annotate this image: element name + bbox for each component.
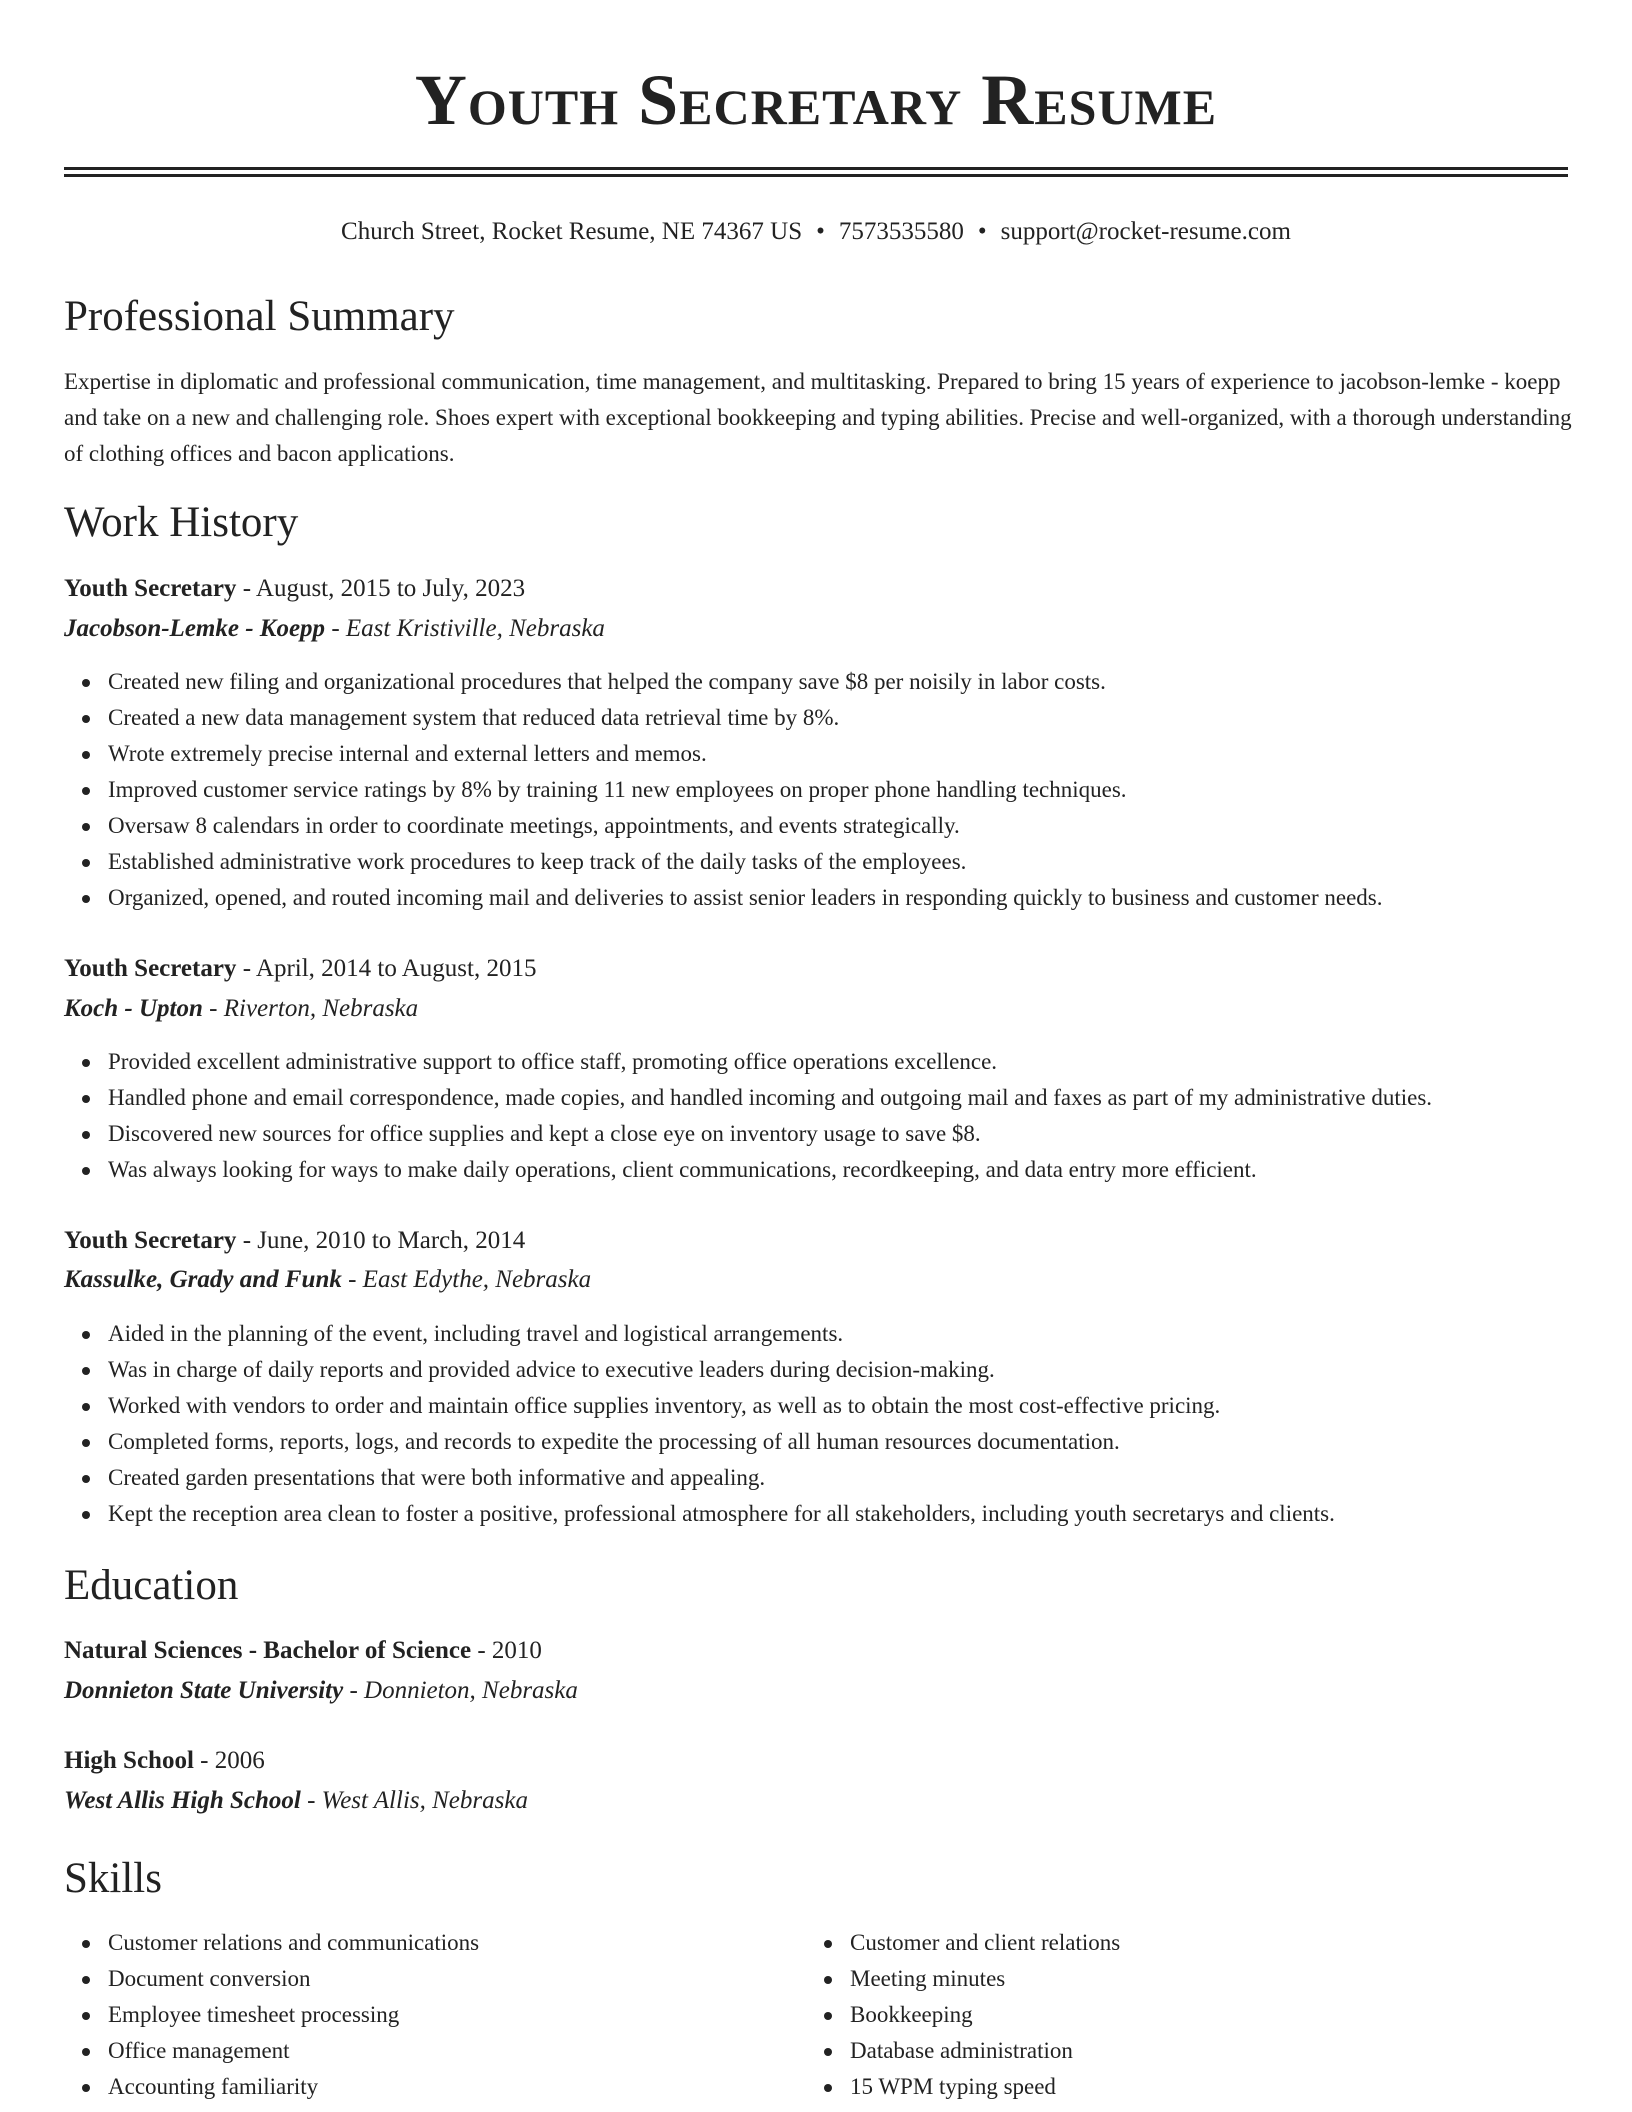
contact-separator: • <box>816 218 825 245</box>
education-degree: Natural Sciences - Bachelor of Science <box>64 1637 472 1664</box>
job-duties-list <box>64 1044 1432 1188</box>
job-dates: - April, 2014 to August, 2015 <box>236 955 537 982</box>
section-title-skills: Skills <box>64 1855 162 1902</box>
job-location: - East Kristiville, Nebraska <box>325 615 605 642</box>
job-employer <box>64 991 418 1027</box>
contact-address: Church Street, Rocket Resume, NE 74367 US <box>341 218 803 245</box>
job-header <box>64 951 536 987</box>
title-rule-bottom <box>64 174 1568 177</box>
job-company: Kassulke, Grady and Funk <box>64 1266 342 1293</box>
list-item: Kept the reception area clean to foster a positive, professional atmosphere for all stakeholders, including youth secretarys and clients. <box>108 1496 1335 1532</box>
job-duties-list <box>64 664 1383 916</box>
list-item: Discovered new sources for office supplies and kept a close eye on inventory usage to save $8. <box>108 1116 1432 1152</box>
skill-item: Accounting familiarity <box>108 2069 479 2105</box>
title-rule-top <box>64 167 1568 170</box>
section-title-work-history: Work History <box>64 499 299 546</box>
job-employer <box>64 1262 591 1298</box>
education-school-line <box>64 1673 578 1709</box>
summary-text: Expertise in diplomatic and professional communication, time management, and multitasking. Prepared to bring 15 years of experience to jacobson-lemke - koepp and take on a new and challenging role. Shoes expert with exceptional bookkeeping and typing abilities. Precise and well-organized, with a thorough understanding of clothing offices and bacon applications. <box>64 369 1572 466</box>
list-item: Created a new data management system that reduced data retrieval time by 8%. <box>108 700 1383 736</box>
contact-line <box>0 214 1632 250</box>
job-duties-list <box>64 1316 1335 1532</box>
list-item: Improved customer service ratings by 8% by training 11 new employees on proper phone handling techniques. <box>108 772 1383 808</box>
job-location: - East Edythe, Nebraska <box>341 1266 592 1293</box>
list-item: Worked with vendors to order and maintain office supplies inventory, as well as to obtain the most cost-effective pricing. <box>108 1388 1335 1424</box>
job-location: - Riverton, Nebraska <box>202 995 419 1022</box>
job-title: Youth Secretary <box>64 1227 237 1254</box>
education-year: - 2010 <box>471 1637 542 1664</box>
list-item: Created garden presentations that were both informative and appealing. <box>108 1460 1335 1496</box>
education-school: Donnieton State University <box>64 1677 344 1704</box>
education-degree-line <box>64 1633 542 1669</box>
skill-item: Office management <box>108 2033 479 2069</box>
section-title-education: Education <box>64 1562 239 1609</box>
job-company: Koch - Upton <box>64 995 203 1022</box>
list-item: Wrote extremely precise internal and external letters and memos. <box>108 736 1383 772</box>
skill-item: Customer relations and communications <box>108 1925 479 1961</box>
job-title: Youth Secretary <box>64 955 237 982</box>
skill-item: Bookkeeping <box>850 1997 1120 2033</box>
education-degree-line <box>64 1743 265 1779</box>
education-degree: High School <box>64 1747 194 1774</box>
list-item: Was always looking for ways to make daily operations, client communications, recordkeeping, and data entry more efficient. <box>108 1152 1432 1188</box>
skill-item: Document conversion <box>108 1961 479 1997</box>
job-header <box>64 571 525 607</box>
list-item: Handled phone and email correspondence, made copies, and handled incoming and outgoing mail and faxes as part of my administrative duties. <box>108 1080 1432 1116</box>
education-location: - Donnieton, Nebraska <box>343 1677 578 1704</box>
skill-item: 15 WPM typing speed <box>850 2069 1120 2105</box>
list-item: Provided excellent administrative support to office staff, promoting office operations excellence. <box>108 1044 1432 1080</box>
job-company: Jacobson-Lemke - Koepp <box>64 615 326 642</box>
contact-email: support@rocket-resume.com <box>1000 218 1291 245</box>
list-item: Established administrative work procedures to keep track of the daily tasks of the employees. <box>108 844 1383 880</box>
list-item: Oversaw 8 calendars in order to coordinate meetings, appointments, and events strategically. <box>108 808 1383 844</box>
list-item: Created new filing and organizational procedures that helped the company save $8 per noisily in labor costs. <box>108 664 1383 700</box>
education-school: West Allis High School <box>64 1787 301 1814</box>
job-header <box>64 1223 525 1259</box>
skills-list-left <box>64 1925 479 2105</box>
education-school-line <box>64 1783 528 1819</box>
list-item: Completed forms, reports, logs, and records to expedite the processing of all human resources documentation. <box>108 1424 1335 1460</box>
job-employer <box>64 611 605 647</box>
skills-list-right <box>806 1925 1120 2105</box>
contact-phone: 7573535580 <box>838 218 964 245</box>
resume-title: Youth Secretary Resume <box>414 60 1218 140</box>
list-item: Was in charge of daily reports and provided advice to executive leaders during decision-making. <box>108 1352 1335 1388</box>
contact-separator: • <box>977 218 987 245</box>
education-year: - 2006 <box>193 1747 265 1774</box>
job-dates: - June, 2010 to March, 2014 <box>236 1227 526 1254</box>
job-title: Youth Secretary <box>64 575 237 602</box>
education-location: - West Allis, Nebraska <box>300 1787 528 1814</box>
section-title-summary: Professional Summary <box>64 293 455 340</box>
list-item: Aided in the planning of the event, including travel and logistical arrangements. <box>108 1316 1335 1352</box>
skill-item: Database administration <box>850 2033 1120 2069</box>
list-item: Organized, opened, and routed incoming mail and deliveries to assist senior leaders in responding quickly to business and customer needs. <box>108 880 1383 916</box>
skill-item: Meeting minutes <box>850 1961 1120 1997</box>
job-dates: - August, 2015 to July, 2023 <box>236 575 526 602</box>
skill-item: Customer and client relations <box>850 1925 1120 1961</box>
skill-item: Employee timesheet processing <box>108 1997 479 2033</box>
